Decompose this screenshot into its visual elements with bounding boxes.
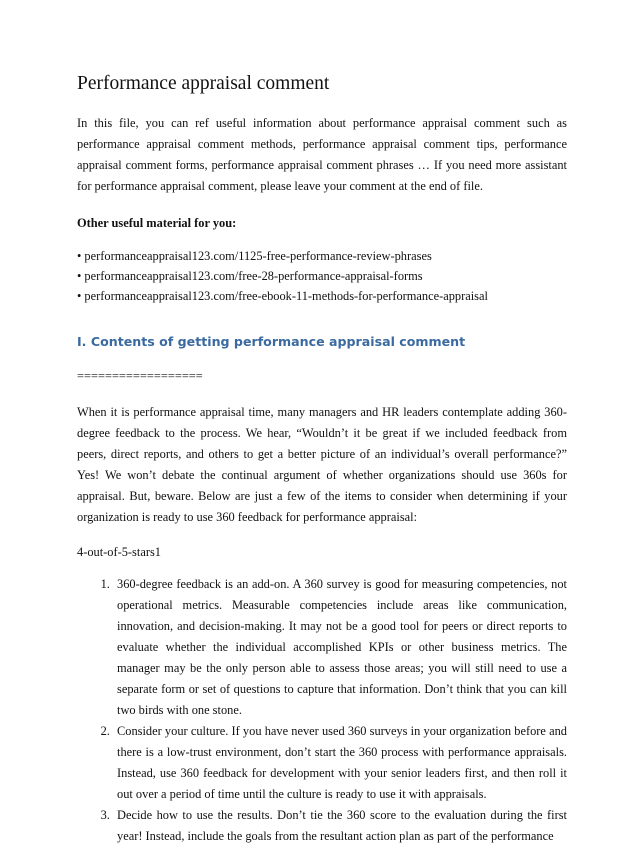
- numbered-list: [77, 574, 567, 847]
- body-paragraph: When it is performance appraisal time, many managers and HR leaders contemplate adding 360-degree feedback to the process. We hear, “Wouldn’t it be great if we included feedback from peers, direct reports, and others to get a better picture of an individual’s overall performance?” Yes! We won’t debate the continual argument of whether organizations should use 360s for appraisal. But, beware. Below are just a few of the items to consider when determining if your organization is ready to use 360 feedback for performance appraisal:: [77, 405, 567, 525]
- document-title: Performance appraisal comment: [77, 73, 330, 94]
- rating-text: 4-out-of-5-stars1: [77, 545, 161, 560]
- link-item[interactable]: • performanceappraisal123.com/1125-free-performance-review-phrases: [77, 249, 432, 264]
- link-item[interactable]: • performanceappraisal123.com/free-28-performance-appraisal-forms: [77, 269, 423, 284]
- link-list: [77, 246, 567, 306]
- link-item[interactable]: • performanceappraisal123.com/free-ebook-11-methods-for-performance-appraisal: [77, 289, 488, 304]
- document-page: [77, 72, 567, 847]
- separator-line: ==================: [77, 369, 203, 384]
- section-heading: I. Contents of getting performance appraisal comment: [77, 334, 466, 350]
- list-item: 1. 360-degree feedback is an add-on. A 360 survey is good for measuring competencies, not operational metrics. Measurable competencies include areas like communication, innovation, and decision-making. It may not be a good tool for peers or direct reports to evaluate whether the individual accomplished KPIs or other business metrics. The manager may be the only person able to assess those areas; you will still need to use a separate form or set of questions to capture that information. Don’t think that you can kill two birds with one stone.: [113, 574, 567, 721]
- list-item: 2. Consider your culture. If you have never used 360 surveys in your organization before and there is a low-trust environment, don’t start the 360 process with performance appraisals. Instead, use 360 feedback for development with your senior leaders first, and then roll it out over a period of time until the culture is ready to use it with appraisals.: [113, 721, 567, 805]
- other-material-heading: Other useful material for you:: [77, 216, 237, 231]
- intro-paragraph: In this file, you can ref useful information about performance appraisal comment such as performance appraisal comment methods, performance appraisal comment tips, performance appraisal comment forms, performance appraisal comment phrases … If you need more assistant for performance appraisal comment, please leave your comment at the end of file.: [77, 116, 567, 194]
- list-item: 3. Decide how to use the results. Don’t tie the 360 score to the evaluation during the first year! Instead, include the goals from the resultant action plan as part of the performance: [113, 805, 567, 847]
